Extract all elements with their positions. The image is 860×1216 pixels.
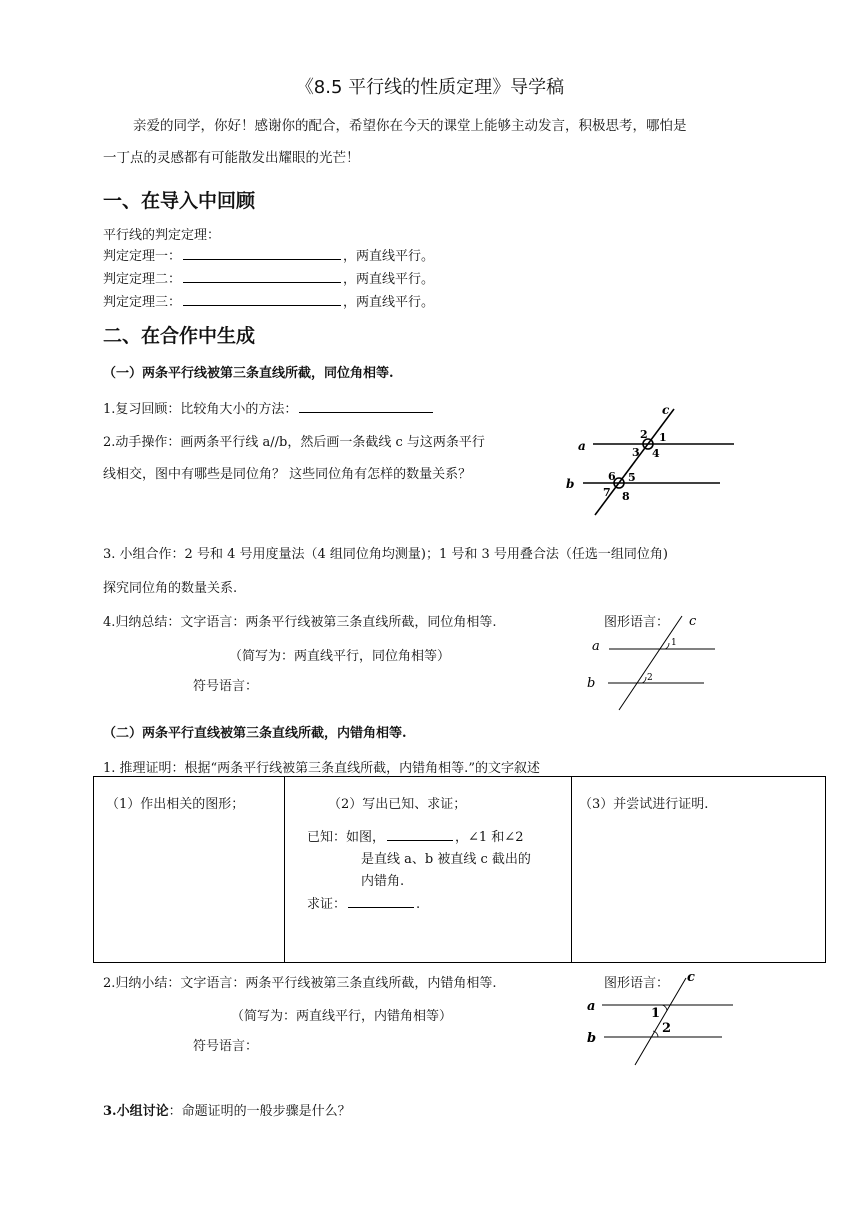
prove-prefix: 求证： [307, 897, 347, 912]
angle-2: 2 [662, 1021, 672, 1036]
part-1-q2-line-2: 线相交，图中有哪些是同位角？ 这些同位角有怎样的数量关系？ [103, 467, 472, 482]
angle-6: 6 [608, 470, 616, 483]
label-a: a [592, 639, 600, 654]
label-c: c [662, 403, 670, 417]
intro-line-1: 亲爱的同学，你好！感谢你的配合，希望你在今天的课堂上能够主动发言，积极思考，哪怕是 [133, 118, 687, 134]
angle-5: 5 [628, 471, 636, 484]
part-2-q3-text: ：命题证明的一般步骤是什么？ [168, 1104, 351, 1119]
section-2-heading: 二、在合作中生成 [103, 325, 256, 347]
part-2-q2-short: （简写为：两直线平行，内错角相等） [231, 1009, 453, 1024]
part-2-q2-text: 2.归纳小结：文字语言：两条平行线被第三条直线所截，内错角相等. [103, 976, 497, 991]
criterion-3-blank[interactable] [183, 291, 341, 306]
label-b: b [587, 1031, 597, 1046]
known-line-1 [307, 826, 523, 845]
criterion-2-suffix: ，两直线平行。 [343, 272, 435, 287]
col-2-heading: （2）写出已知、求证； [328, 797, 467, 812]
angle-arc-2 [642, 677, 646, 683]
intro-line-2: 一丁点的灵感都有可能散发出耀眼的光芒！ [103, 150, 360, 166]
criterion-1-blank[interactable] [183, 245, 341, 260]
part-1-q4-symbol: 符号语言： [193, 679, 259, 694]
label-c: c [689, 614, 697, 629]
part-1-q4-figure-label: 图形语言： [604, 615, 670, 630]
table-col-2 [284, 777, 572, 962]
known-prefix: 已知：如图， [307, 830, 386, 845]
part-1-q4-text: 4.归纳总结：文字语言：两条平行线被第三条直线所截，同位角相等. [103, 615, 497, 630]
part-1-q4-short: （简写为：两直线平行，同位角相等） [229, 649, 451, 664]
prove-suffix: . [416, 897, 421, 912]
line-c [635, 978, 686, 1065]
table-col-1 [94, 777, 285, 962]
label-a: a [578, 439, 586, 453]
part-2-q1: 1. 推理证明：根据“两条平行线被第三条直线所截，内错角相等.”的文字叙述 [103, 761, 540, 776]
known-suffix: ，∠1 和∠2 [455, 830, 524, 845]
criterion-1 [103, 245, 434, 264]
prove-blank[interactable] [348, 893, 414, 908]
criterion-3-suffix: ，两直线平行。 [343, 295, 435, 310]
criterion-1-suffix: ，两直线平行。 [343, 249, 435, 264]
angle-2: 2 [647, 673, 653, 683]
part-2-title: （二）两条平行直线被第三条直线所截，内错角相等. [103, 726, 407, 741]
page-title: 《8.5 平行线的性质定理》导学稿 [295, 77, 565, 98]
criterion-1-label: 判定定理一： [103, 249, 182, 264]
part-1-title: （一）两条平行线被第三条直线所截，同位角相等. [103, 366, 394, 381]
method-blank[interactable] [299, 398, 433, 413]
line-c [595, 409, 674, 515]
angle-2: 2 [640, 428, 648, 441]
angle-7: 7 [603, 486, 611, 499]
col-3-text: （3）并尝试进行证明. [579, 797, 709, 812]
angle-arc-1 [665, 643, 669, 649]
section-1-heading: 一、在导入中回顾 [103, 190, 256, 212]
angle-3: 3 [632, 446, 640, 459]
label-b: b [566, 477, 575, 491]
angle-1: 1 [651, 1006, 661, 1021]
label-c: c [687, 970, 695, 985]
criterion-2-blank[interactable] [183, 268, 341, 283]
part-1-q3-line-2: 探究同位角的数量关系. [103, 581, 238, 596]
criterion-3 [103, 291, 434, 310]
known-line-2: 是直线 a、b 被直线 c 截出的 [361, 852, 531, 867]
col-1-text: （1）作出相关的图形； [106, 797, 245, 812]
figure-corresponding-angles-8 [560, 402, 750, 522]
part-1-q1-text: 1.复习回顾：比较角大小的方法： [103, 402, 298, 417]
known-line-3: 内错角. [361, 874, 405, 889]
known-blank[interactable] [387, 826, 453, 841]
label-b: b [587, 676, 596, 691]
figure-corresponding-angles-2 [585, 610, 720, 712]
angle-1: 1 [659, 431, 667, 444]
prove-line [307, 893, 420, 912]
criterion-2-label: 判定定理二： [103, 272, 182, 287]
angle-arc-1 [662, 1005, 667, 1011]
part-1-q3-line-1: 3. 小组合作：2 号和 4 号用度量法（4 组同位角均测量)；1 号和 3 号用叠合法（任选一组同位角) [103, 547, 668, 562]
section-1-subtitle: 平行线的判定定理： [103, 228, 221, 243]
part-2-q3 [103, 1100, 351, 1119]
criterion-3-label: 判定定理三： [103, 295, 182, 310]
angle-1: 1 [671, 638, 677, 648]
criterion-2 [103, 268, 434, 287]
part-1-q1 [103, 398, 435, 417]
line-c [619, 616, 682, 710]
angle-4: 4 [652, 447, 660, 460]
part-2-q2-figure-label: 图形语言： [604, 976, 670, 991]
label-a: a [587, 999, 596, 1014]
figure-alternate-angles [585, 968, 740, 1070]
angle-8: 8 [622, 490, 630, 503]
part-2-q3-label: 3.小组讨论 [103, 1104, 169, 1119]
table-col-3 [571, 777, 825, 962]
part-2-q2-symbol: 符号语言： [193, 1039, 259, 1054]
part-1-q2-line-1: 2.动手操作：画两条平行线 a//b，然后画一条截线 c 与这两条平行 [103, 435, 485, 450]
proof-table [93, 776, 826, 963]
